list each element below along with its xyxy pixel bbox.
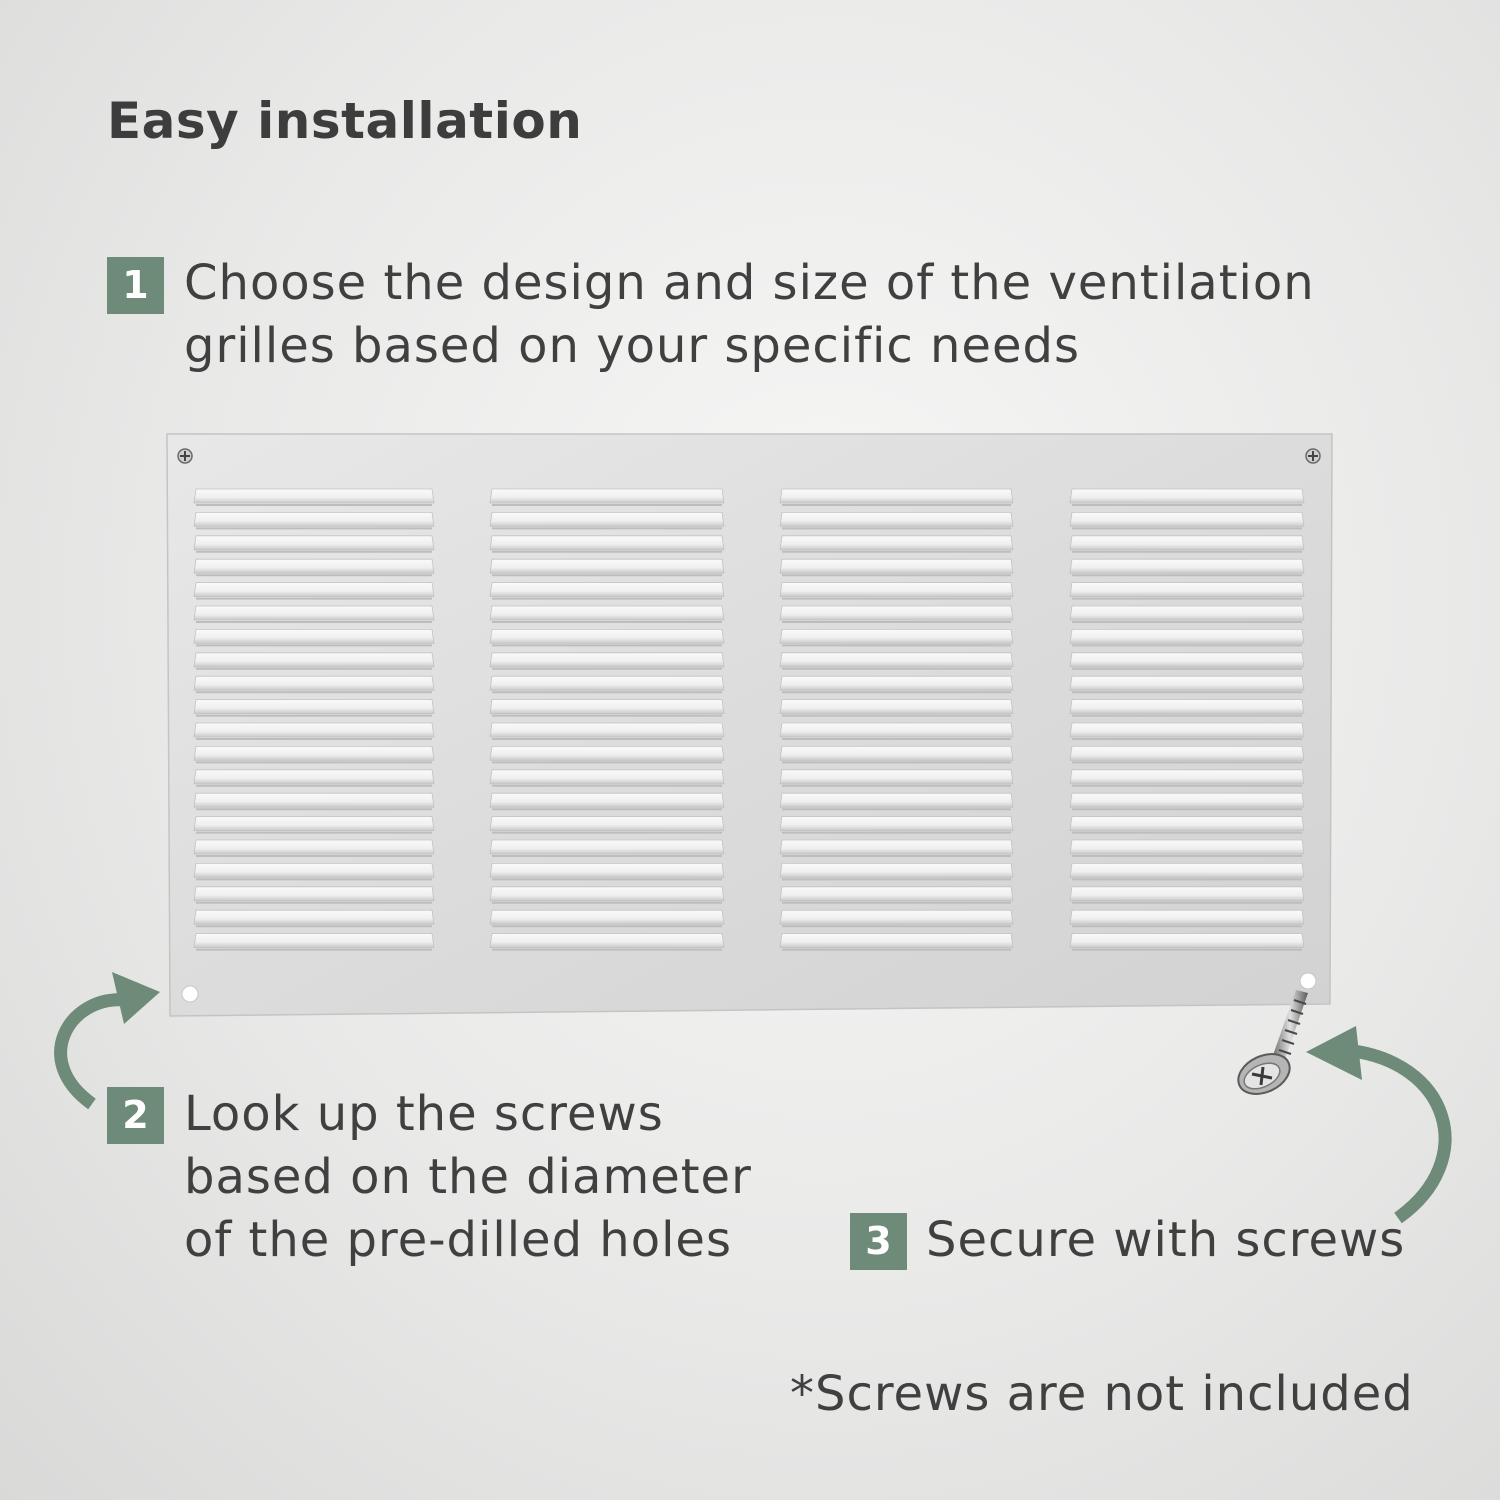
curved-arrow-left-icon (61, 972, 160, 1104)
screws-not-included-note: *Screws are not included (790, 1366, 1414, 1422)
step-3-badge: 3 (850, 1213, 907, 1270)
step-2-line-3: of the pre-dilled holes (184, 1212, 732, 1268)
step-1-line-2: grilles based on your specific needs (184, 318, 1080, 374)
step-2-line-2: based on the diameter (184, 1149, 752, 1205)
curved-arrow-right-icon (1306, 1026, 1445, 1218)
step-2-text (184, 1083, 752, 1272)
step-2-badge: 2 (107, 1087, 164, 1144)
step-1-line-1: Choose the design and size of the ventilation (184, 255, 1315, 311)
step-2-line-1: Look up the screws (184, 1086, 664, 1142)
page-title: Easy installation (107, 92, 583, 150)
step-1-badge: 1 (107, 257, 164, 314)
step-3-text (926, 1209, 1405, 1272)
step-3-line-1: Secure with screws (926, 1212, 1406, 1268)
